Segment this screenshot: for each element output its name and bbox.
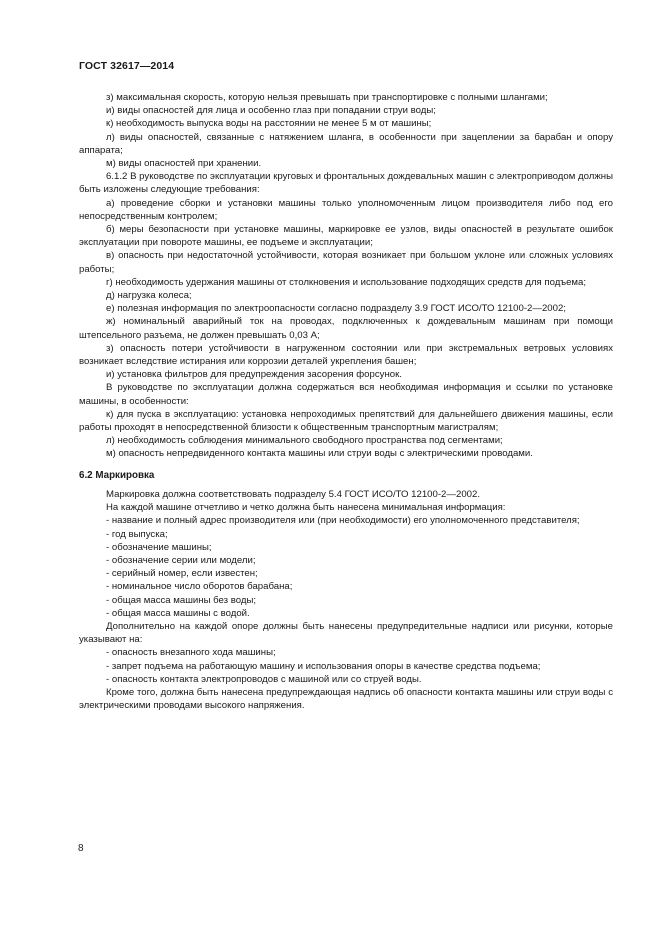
- list-item: в) опасность при недостаточной устойчивости, которая возникает при большом уклоне или сложных условиях работы;: [79, 250, 613, 275]
- document-code: ГОСТ 32617—2014: [79, 60, 175, 72]
- list-item: и) виды опасностей для лица и особенно глаз при попадании струи воды;: [106, 105, 436, 117]
- list-item: з) опасность потери устойчивости в нагруженном состоянии или при экстремальных ветровых условиях возникает вследствие истирания или коррозии деталей укрепления башен;: [79, 342, 613, 368]
- list-item: и) установка фильтров для предупреждения засорения форсунок.: [106, 369, 402, 381]
- list-item: з) максимальная скорость, которую нельзя превышать при транспортировке с полными шлангами;: [106, 92, 548, 103]
- list-item: - год выпуска;: [106, 528, 168, 540]
- list-item: б) меры безопасности при установке машины, маркировке ее узлов, виды опасностей в результате ошибок эксплуатации при повороте машины, ее подъеме и эксплуатации;: [79, 224, 613, 249]
- paragraph: На каждой машине отчетливо и четко должна быть нанесена минимальная информация:: [106, 502, 506, 514]
- paragraph: Кроме того, должна быть нанесена предупреждающая надпись об опасности контакта машины или струи воды с электрическими проводами высокого напряжения.: [79, 686, 613, 712]
- list-item: к) необходимость выпуска воды на расстоянии не менее 5 м от машины;: [106, 118, 432, 130]
- list-item: - опасность контакта электропроводов с машиной или со струей воды.: [106, 673, 422, 685]
- list-item: г) необходимость удержания машины от столкновения и использование подходящих средств для подъема;: [106, 276, 587, 288]
- list-item: - серийный номер, если известен;: [106, 568, 258, 580]
- list-item: е) полезная информация по электроопасности согласно подразделу 3.9 ГОСТ ИСО/ТО 12100-2—2002;: [106, 303, 566, 315]
- list-item: - общая масса машины с водой.: [106, 607, 250, 619]
- list-item: - номинальное число оборотов барабана;: [106, 581, 293, 593]
- list-item: к) для пуска в эксплуатацию: установка непроходимых препятствий для дальнейшего движения машины, если работы проходят в непосредственной близости к общественным транспортным магистралям;: [79, 408, 613, 434]
- list-item: - запрет подъема на работающую машину и использования опоры в качестве средства подъема;: [106, 660, 541, 672]
- list-item: д) нагрузка колеса;: [106, 290, 192, 302]
- paragraph: Маркировка должна соответствовать подразделу 5.4 ГОСТ ИСО/ТО 12100-2—2002.: [106, 488, 480, 500]
- list-item: м) опасность непредвиденного контакта машины или струи воды с электрическими проводами.: [106, 448, 533, 460]
- list-item: - обозначение машины;: [106, 541, 212, 553]
- paragraph: Дополнительно на каждой опоре должны быть нанесены предупредительные надписи или рисунки, которые указывают на:: [79, 620, 613, 646]
- paragraph-manual: В руководстве по эксплуатации должна содержаться вся необходимая информация и ссылки по установке машины, в особенности:: [79, 382, 613, 407]
- list-item: ж) номинальный аварийный ток на проводах, подключенных к дождевальным машинам при помощи штепсельного разъема, не должен превышать 0,03 А;: [79, 316, 613, 341]
- page-content: [79, 91, 613, 712]
- list-item: л) необходимость соблюдения минимального свободного пространства под сегментами;: [106, 435, 503, 447]
- list-item: л) виды опасностей, связанные с натяжением шланга, в особенности при зацеплении за барабан и опору аппарата;: [79, 131, 613, 156]
- page-number: 8: [78, 843, 84, 854]
- list-item: - опасность внезапного хода машины;: [106, 647, 276, 659]
- list-item: а) проведение сборки и установки машины только уполномоченным лицом производителя либо под его непосредственным контролем;: [79, 197, 613, 222]
- list-item: - обозначение серии или модели;: [106, 554, 256, 566]
- paragraph-6-1-2: 6.1.2 В руководстве по эксплуатации круговых и фронтальных дождевальных машин с электроприводом должны быть изложены следующие требования:: [79, 171, 613, 196]
- list-item: м) виды опасностей при хранении.: [106, 158, 262, 170]
- list-item: - название и полный адрес производителя или (при необходимости) его уполномоченного представителя;: [106, 515, 580, 527]
- section-heading-6-2: 6.2 Маркировка: [79, 469, 155, 481]
- list-item: - общая масса машины без воды;: [106, 594, 257, 606]
